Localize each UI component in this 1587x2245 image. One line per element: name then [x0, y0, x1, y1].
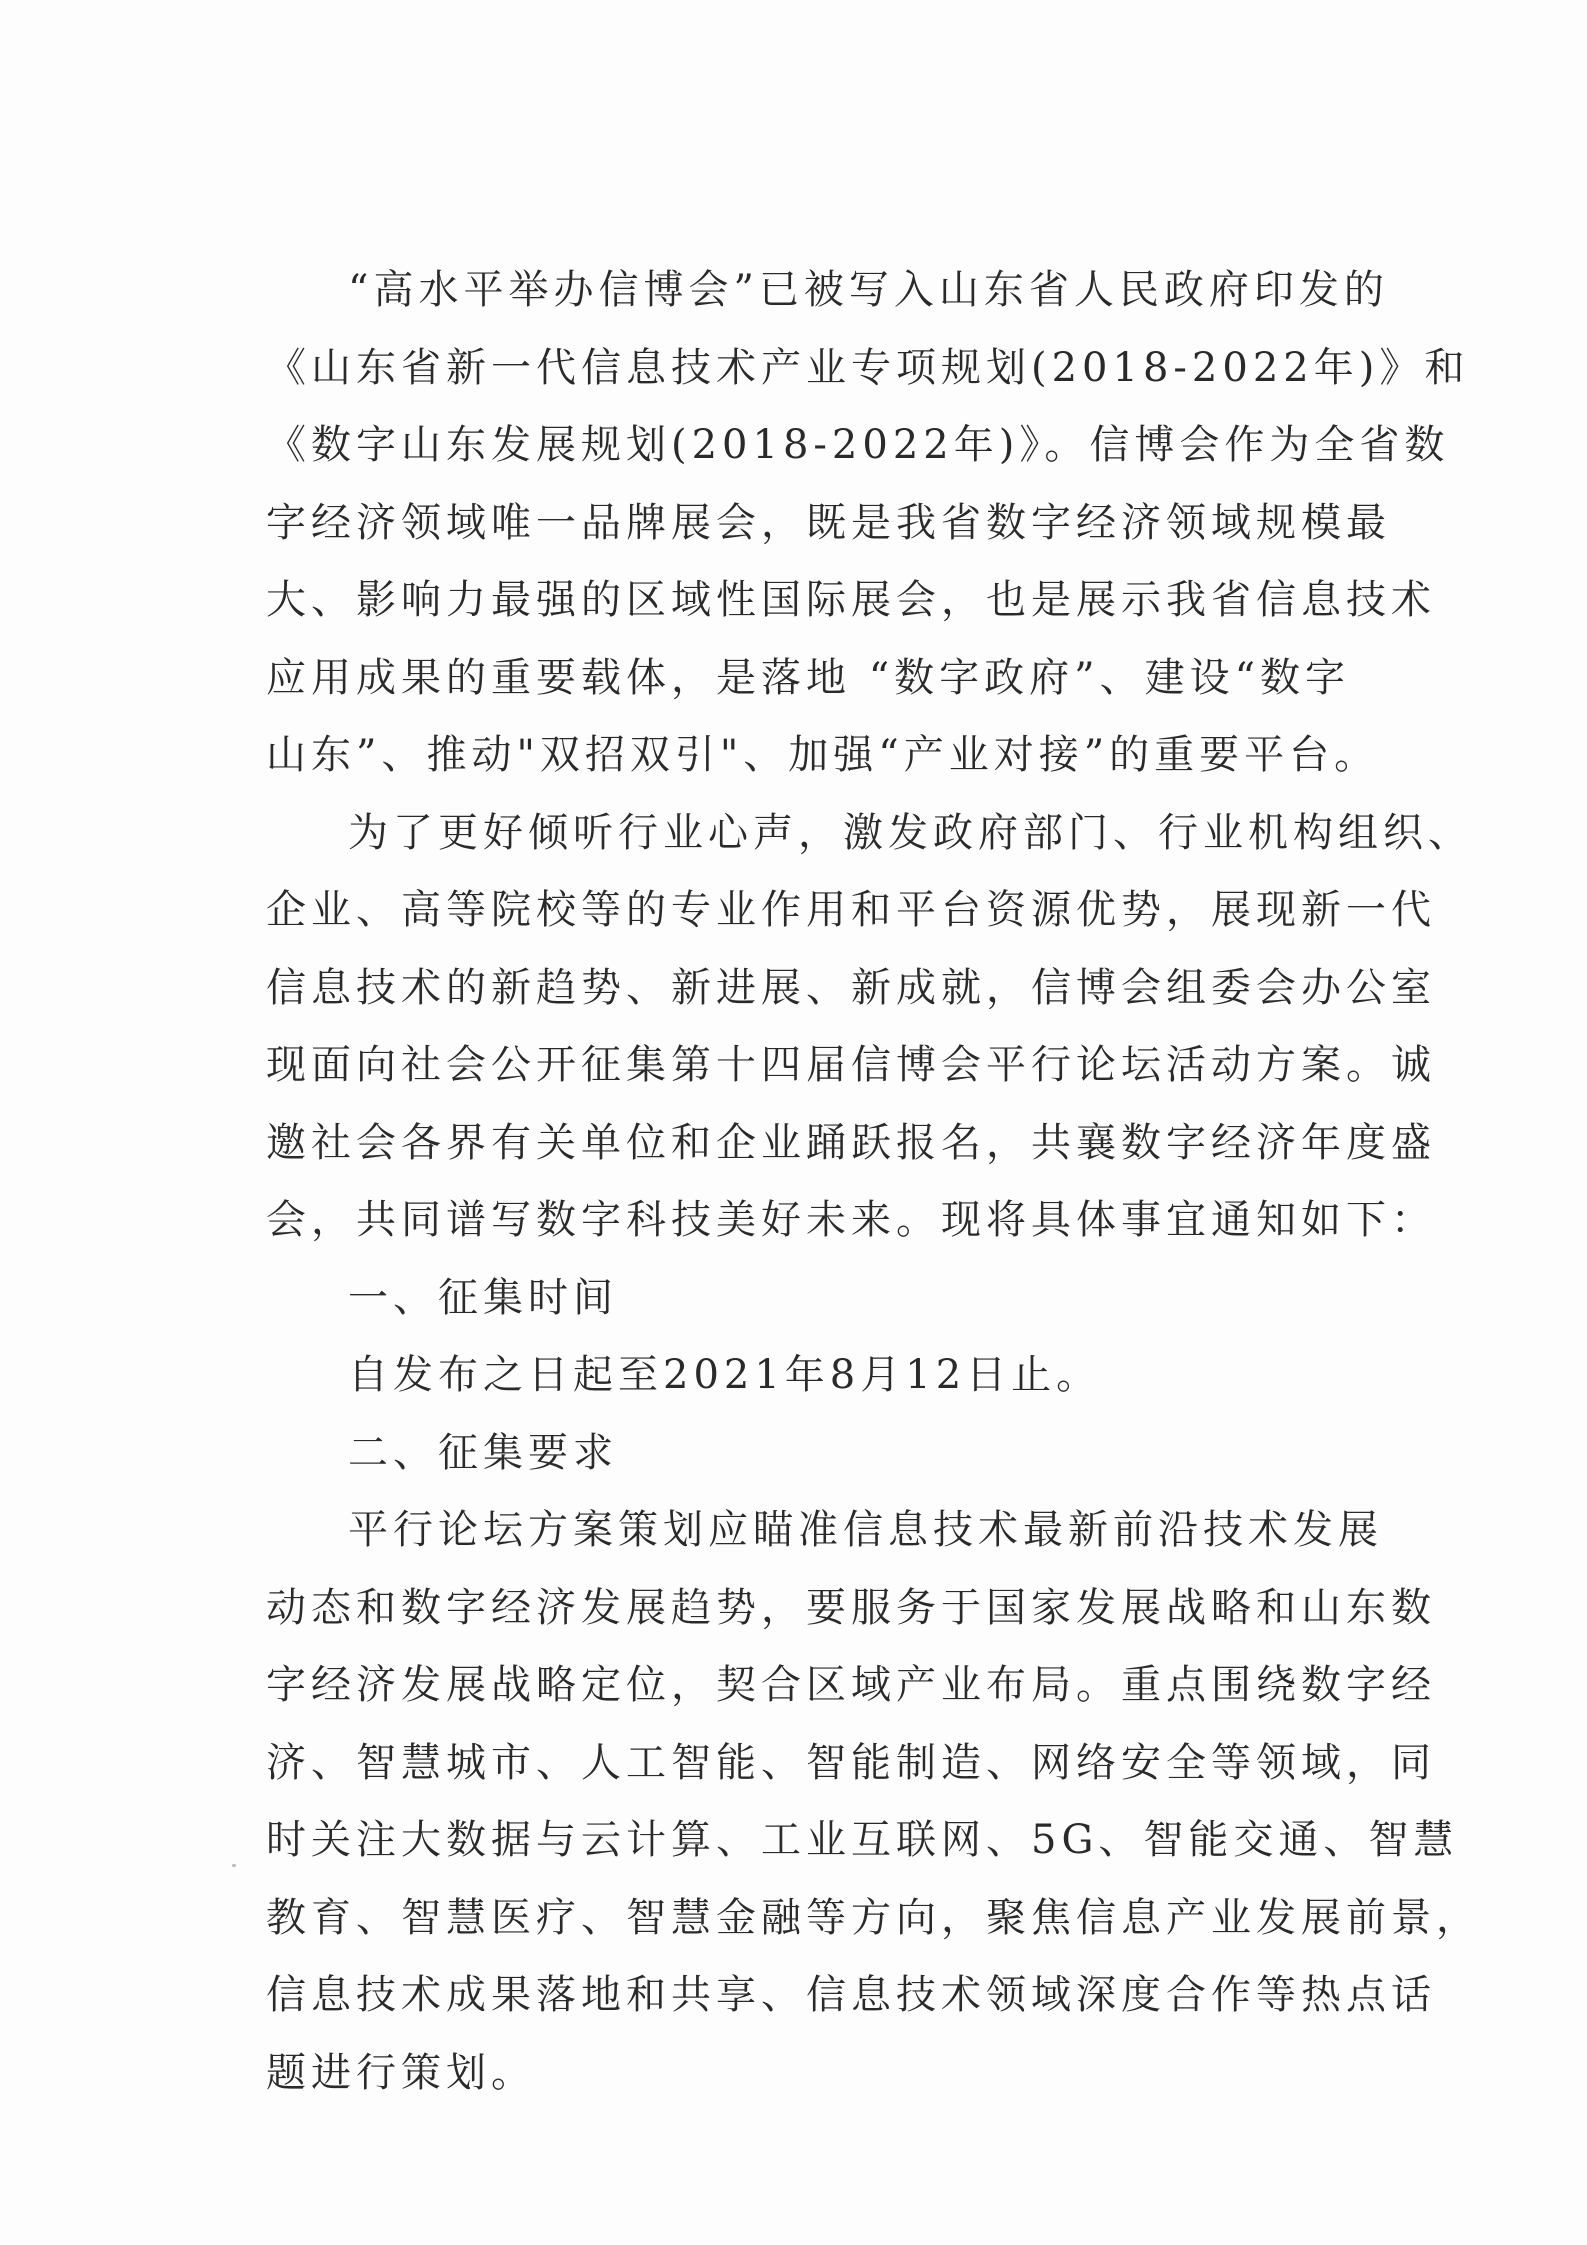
- text-line: 会，共同谱写数字科技美好未来。现将具体事宜通知如下：: [266, 1197, 1436, 1243]
- text-line: 《数字山东发展规划(2018-2022年)》。信博会作为全省数: [266, 422, 1450, 468]
- text-line: 大、影响力最强的区域性国际展会，也是展示我省信息技术: [266, 577, 1436, 623]
- section-heading-time: 一、征集时间: [348, 1274, 618, 1321]
- scan-speck: [232, 1864, 236, 1867]
- paragraph-purpose: [266, 795, 1473, 1260]
- text-line: 平行论坛方案策划应瞄准信息技术最新前沿技术发展: [348, 1507, 1383, 1553]
- text-line: “高水平举办信博会”已被写入山东省人民政府印发的: [348, 267, 1389, 313]
- text-line: 信息技术成果落地和共享、信息技术领域深度合作等热点话: [266, 1972, 1436, 2018]
- text-line: 邀社会各界有关单位和企业踊跃报名，共襄数字经济年度盛: [266, 1119, 1436, 1166]
- text-line: 《山东省新一代信息技术产业专项规划(2018-2022年)》和: [266, 344, 1470, 391]
- text-line: 动态和数字经济发展趋势，要服务于国家发展战略和山东数: [266, 1584, 1436, 1631]
- section-heading-requirements: 二、征集要求: [348, 1429, 618, 1476]
- text-line: 山东”、推动"双招双引"、加强“产业对接”的重要平台。: [266, 732, 1380, 778]
- section-text-time: 自发布之日起至2021年8月12日止。: [348, 1352, 1102, 1398]
- text-line: 题进行策划。: [266, 2049, 536, 2096]
- text-line: 信息技术的新趋势、新进展、新成就，信博会组委会办公室: [266, 964, 1436, 1011]
- text-line: 为了更好倾听行业心声，激发政府部门、行业机构组织、: [348, 809, 1473, 856]
- text-line: 企业、高等院校等的专业作用和平台资源优势，展现新一代: [266, 887, 1436, 933]
- text-line: 字经济领域唯一品牌展会，既是我省数字经济领域规模最: [266, 499, 1391, 546]
- text-line: 济、智慧城市、人工智能、智能制造、网络安全等领域，同: [266, 1739, 1436, 1786]
- text-line: 时关注大数据与云计算、工业互联网、5G、智能交通、智慧: [266, 1817, 1459, 1863]
- text-line: 现面向社会公开征集第十四届信博会平行论坛活动方案。诚: [266, 1042, 1436, 1088]
- text-line: 应用成果的重要载体，是落地 “数字政府”、建设“数字: [266, 654, 1351, 701]
- document-body: [266, 252, 1481, 2112]
- text-line: 教育、智慧医疗、智慧金融等方向，聚焦信息产业发展前景，: [266, 1894, 1481, 1941]
- paragraph-requirements: [266, 1492, 1481, 2112]
- text-line: 字经济发展战略定位，契合区域产业布局。重点围绕数字经: [266, 1662, 1436, 1708]
- paragraph-intro: [266, 252, 1470, 795]
